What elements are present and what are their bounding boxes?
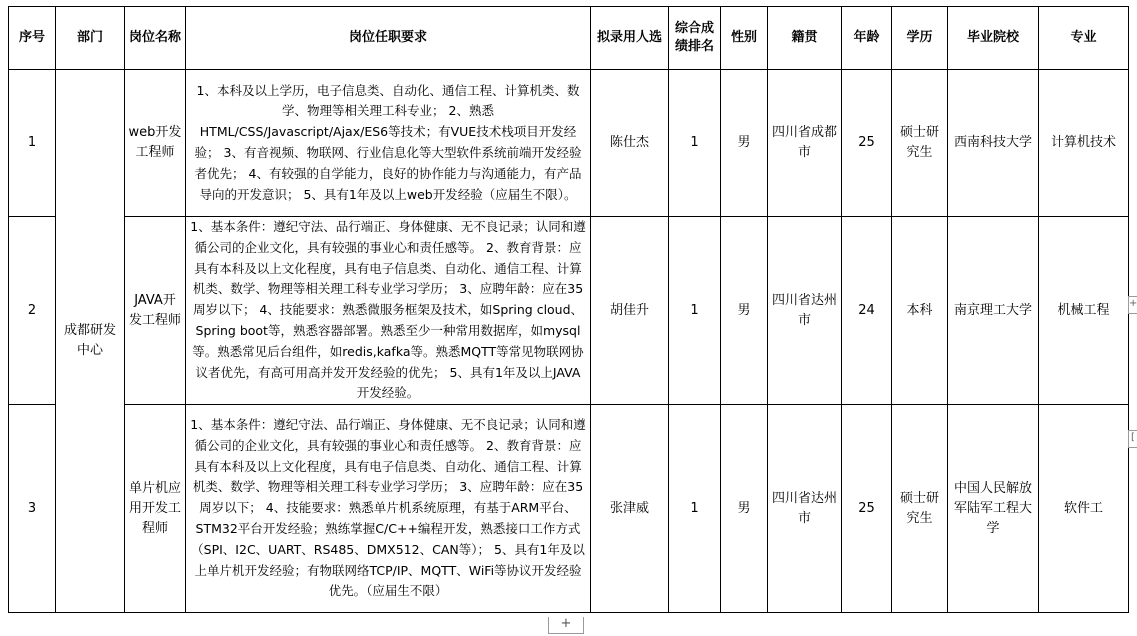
cell-seq[interactable]: 2: [9, 217, 56, 405]
cell-origin[interactable]: 四川省成都市: [768, 70, 842, 217]
cell-age[interactable]: 24: [842, 217, 892, 405]
header-row: [9, 7, 1129, 70]
cell-seq[interactable]: 3: [9, 405, 56, 613]
cell-requirements[interactable]: 1、本科及以上学历，电子信息类、自动化、通信工程、计算机类、数学、物理等相关理工科专业； 2、熟悉HTML/CSS/Javascript/Ajax/ES6等技术；有VUE技术栈项目开发经验； 3、有音视频、物联网、行业信息化等大型软件系统前端开发经验者优先； 4、有较强的自学能力，良好的协作能力与沟通能力，有产品导向的开发意识； 5、具有1年及以上web开发经验（应届生不限）。: [186, 70, 591, 217]
plus-icon: +: [560, 616, 572, 631]
cell-origin[interactable]: 四川省达州市: [768, 217, 842, 405]
cell-gender[interactable]: 男: [721, 217, 768, 405]
cell-handle-icon[interactable]: [: [1128, 430, 1137, 448]
cell-education[interactable]: 硕士研究生: [892, 405, 948, 613]
header-gender[interactable]: 性别: [721, 7, 768, 70]
cell-rank[interactable]: 1: [669, 405, 721, 613]
table-row: [9, 217, 1129, 405]
cell-gender[interactable]: 男: [721, 70, 768, 217]
cell-requirements[interactable]: 1、基本条件：遵纪守法、品行端正、身体健康、无不良记录；认同和遵循公司的企业文化，具有较强的事业心和责任感等。 2、教育背景：应具有本科及以上文化程度，具有电子信息类、自动化、通信工程、计算机类、数学、物理等相关理工科专业学习学历； 3、应聘年龄：应在35周岁以下； 4、技能要求：熟悉单片机系统原理，有基于ARM平台、STM32平台开发经验；熟练掌握C/C++编程开发，熟悉接口工作方式（SPI、I2C、UART、RS485、DMX512、CAN等）； 5、具有1年及以上单片机开发经验；有物联网络TCP/IP、MQTT、WiFi等协议开发经验优先。（应届生不限）: [186, 405, 591, 613]
table-row: [9, 70, 1129, 217]
row-handle-icon[interactable]: +: [1128, 296, 1137, 314]
cell-candidate[interactable]: 胡佳升: [591, 217, 669, 405]
cell-school[interactable]: 西南科技大学: [948, 70, 1039, 217]
cell-age[interactable]: 25: [842, 70, 892, 217]
cell-school[interactable]: 南京理工大学: [948, 217, 1039, 405]
cell-candidate[interactable]: 陈仕杰: [591, 70, 669, 217]
cell-education[interactable]: 本科: [892, 217, 948, 405]
header-requirements[interactable]: 岗位任职要求: [186, 7, 591, 70]
cell-rank[interactable]: 1: [669, 217, 721, 405]
cell-requirements[interactable]: 1、基本条件：遵纪守法、品行端正、身体健康、无不良记录；认同和遵循公司的企业文化，具有较强的事业心和责任感等。 2、教育背景：应具有本科及以上文化程度，具有电子信息类、自动化、通信工程、计算机类、数学、物理等相关理工科专业学习学历； 3、应聘年龄：应在35周岁以下； 4、技能要求：熟悉微服务框架及技术，如Spring cloud、Spring boot等，熟悉容器部署。熟悉至少一种常用数据库，如mysql等。熟悉常见后台组件，如redis,kafka等。熟悉MQTT等常见物联网协议者优先，有高可用高并发开发经验的优先； 5、具有1年及以上JAVA开发经验。: [186, 217, 591, 405]
header-origin[interactable]: 籍贯: [768, 7, 842, 70]
header-major[interactable]: 专业: [1039, 7, 1129, 70]
header-seq[interactable]: 序号: [9, 7, 56, 70]
header-education[interactable]: 学历: [892, 7, 948, 70]
cell-major[interactable]: 软件工: [1039, 405, 1129, 613]
cell-position[interactable]: web开发工程师: [125, 70, 186, 217]
cell-department[interactable]: 成都研发中心: [56, 70, 125, 613]
add-row-button[interactable]: [548, 617, 584, 634]
cell-age[interactable]: 25: [842, 405, 892, 613]
cell-major[interactable]: 机械工程: [1039, 217, 1129, 405]
cell-rank[interactable]: 1: [669, 70, 721, 217]
recruitment-table: [8, 6, 1129, 613]
cell-candidate[interactable]: 张津威: [591, 405, 669, 613]
table-row: [9, 405, 1129, 613]
cell-position[interactable]: JAVA开发工程师: [125, 217, 186, 405]
header-dept[interactable]: 部门: [56, 7, 125, 70]
header-age[interactable]: 年龄: [842, 7, 892, 70]
cell-gender[interactable]: 男: [721, 405, 768, 613]
cell-major[interactable]: 计算机技术: [1039, 70, 1129, 217]
cell-school[interactable]: 中国人民解放军陆军工程大学: [948, 405, 1039, 613]
cell-origin[interactable]: 四川省达州市: [768, 405, 842, 613]
cell-education[interactable]: 硕士研究生: [892, 70, 948, 217]
header-position[interactable]: 岗位名称: [125, 7, 186, 70]
header-candidate[interactable]: 拟录用人选: [591, 7, 669, 70]
header-school[interactable]: 毕业院校: [948, 7, 1039, 70]
cell-seq[interactable]: 1: [9, 70, 56, 217]
header-rank[interactable]: 综合成绩排名: [669, 7, 721, 70]
cell-position[interactable]: 单片机应用开发工程师: [125, 405, 186, 613]
